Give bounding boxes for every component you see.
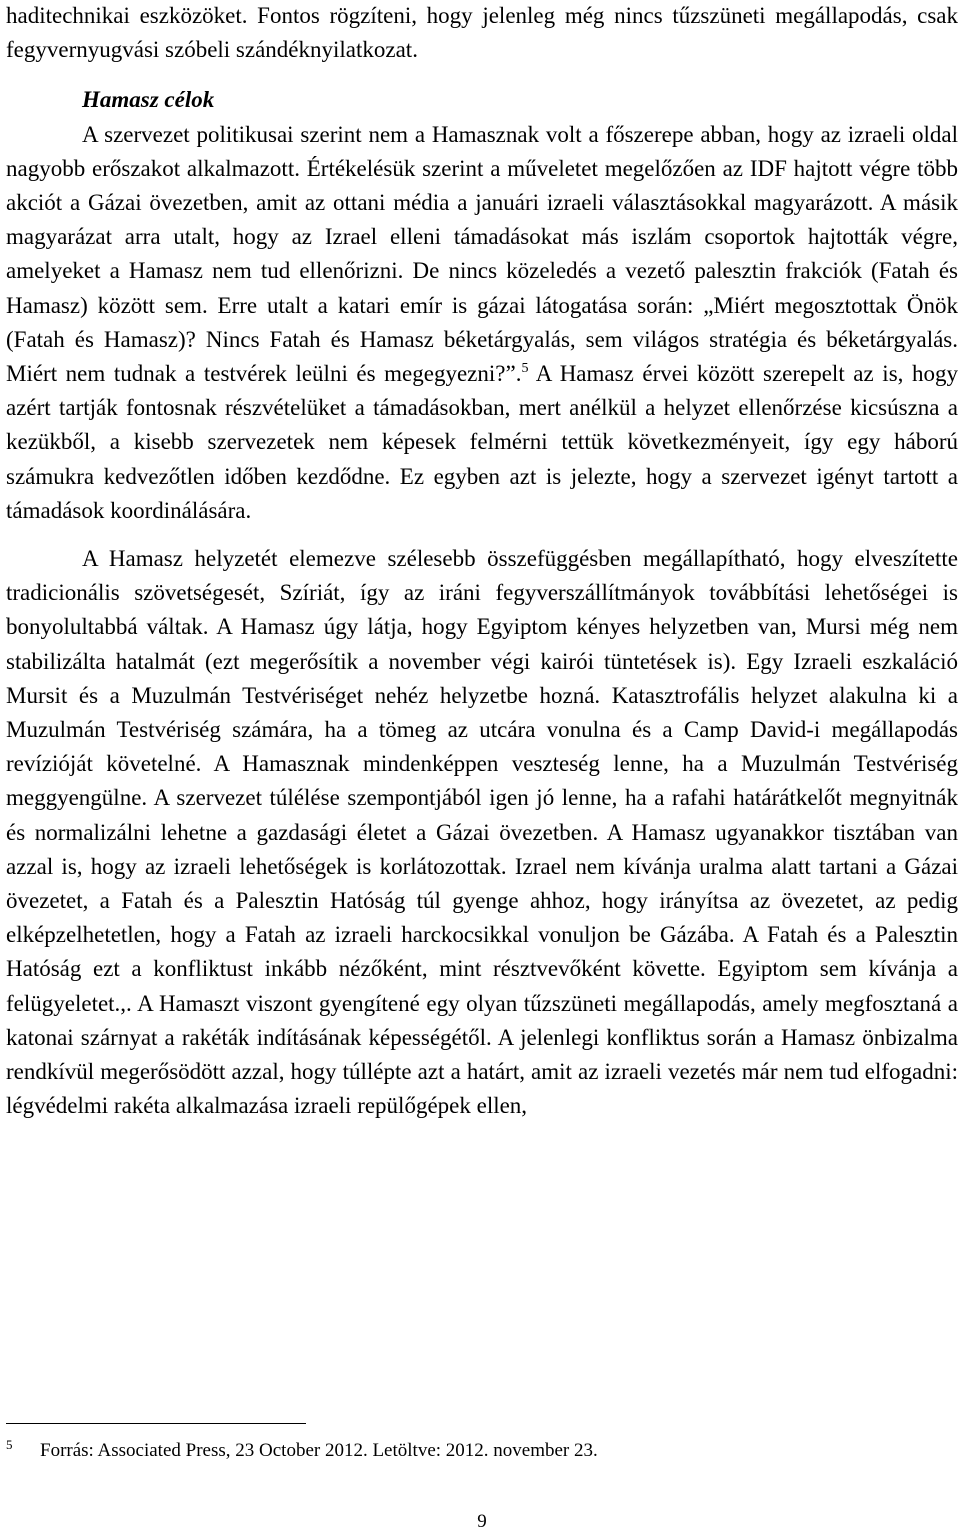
footnote-reference[interactable]: 5 [521,361,529,377]
footnote [6,1437,946,1465]
section-heading: Hamasz célok [82,87,215,113]
paragraph-2: A Hamasz helyzetét elemezve szélesebb összefüggésben megállapítható, hogy elveszítette tradicionális szövetségesét, Szíriát, így az iráni fegyverszállítmányok továbbítási lehetőségei is bonyolultabbá váltak. A Hamasz úgy látja, hogy Egyiptom kényes helyzetben van, Mursi még nem stabilizálta hatalmát (ezt megerősítik a november végi kairói tüntetések is). Egy Izraeli eszkaláció Mursit és a Muzulmán Testvériséget nehéz helyzetbe hozná. Katasztrofális helyzet alakulna ki a Muzulmán Testvériség számára, ha a tömeg az utcára vonulna és a Camp David-i megállapodás revízióját követelné. A Hamasznak mindenképpen veszteség lenne, ha a Muzulmán Testvériség meggyengülne. A szervezet túlélése szempontjából igen jó lenne, ha a rafahi határátkelőt megnyitnák és normalizálni lehetne a gazdasági életet a Gázai övezetben. A Hamasz ugyanakkor tisztában van azzal is, hogy az izraeli lehetőségek is korlátozottak. Izrael nem kívánja uralma alatt tartani a Gázai övezetet, a Fatah és a Palesztin Hatóság túl gyenge ahhoz, hogy irányítsa az övezetet, az pedig elképzelhetetlen, hogy a Fatah az izraeli harckocsikkal vonuljon be Gázába. A Fatah és a Palesztin Hatóság ezt a konfliktust inkább nézőként, mint résztvevőként követte. Egyiptom sem kívánja a felügyeletet.,. A Hamaszt viszont gyengítené egy olyan tűzszüneti megállapodás, amely megfosztaná a katonai szárnyat a rakéták indításának képességétől. A jelenlegi konfliktus során a Hamasz önbizalma rendkívül megerősödött azzal, hogy túllépte azt a határt, amit az izraeli vezetés már nem tud elfogadni: légvédelmi rakéta alkalmazása izraeli repülőgépek ellen, [6,546,958,1119]
footnote-text: Forrás: Associated Press, 23 October 2012. Letöltve: 2012. november 23. [40,1440,598,1461]
footnote-number: 5 [6,1437,13,1452]
intro-text: haditechnikai eszközöket. Fontos rögzíteni, hogy jelenleg még nincs tűzszüneti megállapodás, csak fegyvernyugvási szóbeli szándéknyilatkozat. [6,3,958,63]
paragraph-1-text-b: A Hamasz érvei között szerepelt az is, hogy azért tartják fontosnak részvételüket a támadásokban, mert anélkül a helyzet ellenőrzése kicsúszna a kezükből, a kisebb szervezetek nem képesek felmérni tettük következményeit, így egy háború számukra kedvezőtlen időben kezdődne. Ez egyben azt is jelezte, hogy a szervezet igényt tartott a támadások koordinálására. [6,361,958,523]
paragraph-1-text-a: A szervezet politikusai szerint nem a Hamasznak volt a főszerepe abban, hogy az izraeli oldal nagyobb erőszakot alkalmazott. Értékelésük szerint a műveletet megelőzően az IDF hajtott végre több akciót a Gázai övezetben, amit az ottani média a januári izraeli választásokkal magyarázott. A másik magyarázat arra utalt, hogy az Izrael elleni támadásokat más iszlám csoportok hajtották végre, amelyeket a Hamasz nem tud ellenőrizni. De nincs közeledés a vezető palesztin frakciók (Fatah és Hamasz) között sem. Erre utalt a katari emír is gázai látogatása során: „Miért megosztottak Önök (Fatah és Hamasz)? Nincs Fatah és Hamasz béketárgyalás, sem világos stratégia és béketárgyalás. Miért nem tudnak a testvérek leülni és megegyezni?”. [6,121,958,387]
page-number: 9 [477,1511,487,1532]
document-page [6,0,958,1532]
paragraph-1 [6,118,958,528]
footnote-divider [6,1423,306,1424]
